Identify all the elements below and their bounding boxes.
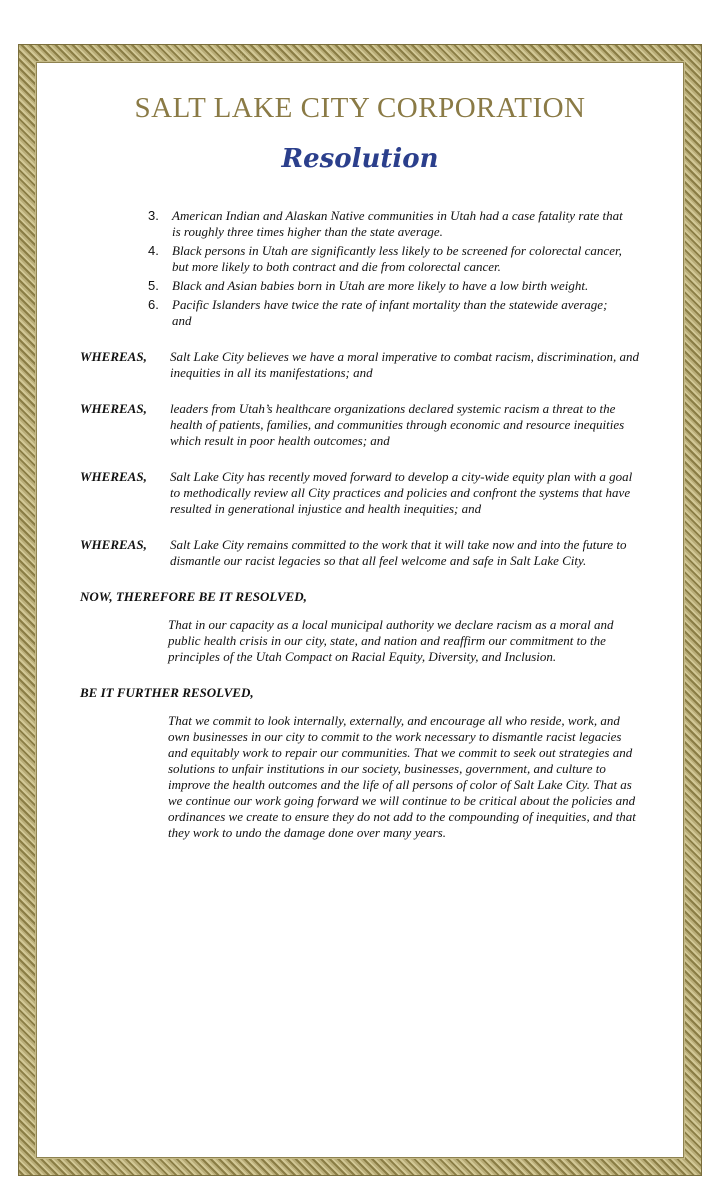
whereas-clause bbox=[80, 349, 640, 381]
whereas-clause bbox=[80, 537, 640, 569]
further-resolved-heading: BE IT FURTHER RESOLVED, bbox=[80, 685, 254, 700]
list-item bbox=[148, 297, 628, 329]
whereas-text: leaders from Utah’s healthcare organizations declared systemic racism a threat to the health of patients, families, and communities through economic and resource inequities which result in poor health outcomes; and bbox=[170, 401, 625, 448]
whereas-label: WHEREAS, bbox=[80, 537, 147, 552]
statistics-list bbox=[148, 208, 628, 329]
resolution-heading: Resolution bbox=[281, 144, 439, 174]
list-text: Black persons in Utah are significantly less likely to be screened for colorectal cancer, but more likely to both contract and die from colorectal cancer. bbox=[172, 243, 622, 274]
whereas-text: Salt Lake City has recently moved forward to develop a city-wide equity plan with a goal to methodically review all City practices and policies and confront the systems that have resulted in generational injustice and health inequities; and bbox=[170, 469, 633, 516]
list-text: American Indian and Alaskan Native communities in Utah had a case fatality rate that is roughly three times higher than the state average. bbox=[172, 208, 623, 239]
whereas-label: WHEREAS, bbox=[80, 349, 147, 364]
list-number: 3. bbox=[148, 208, 159, 223]
list-number: 5. bbox=[148, 278, 159, 293]
resolution-content bbox=[80, 208, 640, 841]
whereas-label: WHEREAS, bbox=[80, 469, 147, 484]
list-item bbox=[148, 278, 628, 294]
resolved-text: That in our capacity as a local municipal authority we declare racism as a moral and public health crisis in our city, state, and nation and reaffirm our commitment to the principles of the Utah Compact on Racial Equity, Diversity, and Inclusion. bbox=[168, 617, 614, 664]
list-item bbox=[148, 243, 628, 275]
organization-title: SALT LAKE CITY CORPORATION bbox=[134, 92, 586, 124]
list-text: Pacific Islanders have twice the rate of infant mortality than the statewide average; and bbox=[172, 297, 608, 328]
whereas-clause bbox=[80, 401, 640, 449]
list-text: Black and Asian babies born in Utah are more likely to have a low birth weight. bbox=[172, 278, 589, 293]
whereas-text: Salt Lake City believes we have a moral imperative to combat racism, discrimination, and inequities in all its manifestations; and bbox=[170, 349, 640, 380]
list-number: 4. bbox=[148, 243, 159, 258]
resolved-heading: NOW, THEREFORE BE IT RESOLVED, bbox=[80, 589, 307, 604]
whereas-text: Salt Lake City remains committed to the work that it will take now and into the future to dismantle our racist legacies so that all feel welcome and safe in Salt Lake City. bbox=[170, 537, 627, 568]
whereas-label: WHEREAS, bbox=[80, 401, 147, 416]
list-item bbox=[148, 208, 628, 240]
whereas-clause bbox=[80, 469, 640, 517]
further-resolved-text: That we commit to look internally, externally, and encourage all who reside, work, and own businesses in our city to commit to the work necessary to dismantle racist legacies and equitably work to repair our communities. That we commit to seek out strategies and solutions to unfair institutions in our society, businesses, government, and culture to improve the health outcomes and the life of all persons of color of Salt Lake City. That as we continue our work going forward we will continue to be critical about the policies and ordinances we create to ensure they do not add to the compounding of inequities, and that they work to undo the damage done over many years. bbox=[168, 713, 636, 840]
list-number: 6. bbox=[148, 297, 159, 312]
